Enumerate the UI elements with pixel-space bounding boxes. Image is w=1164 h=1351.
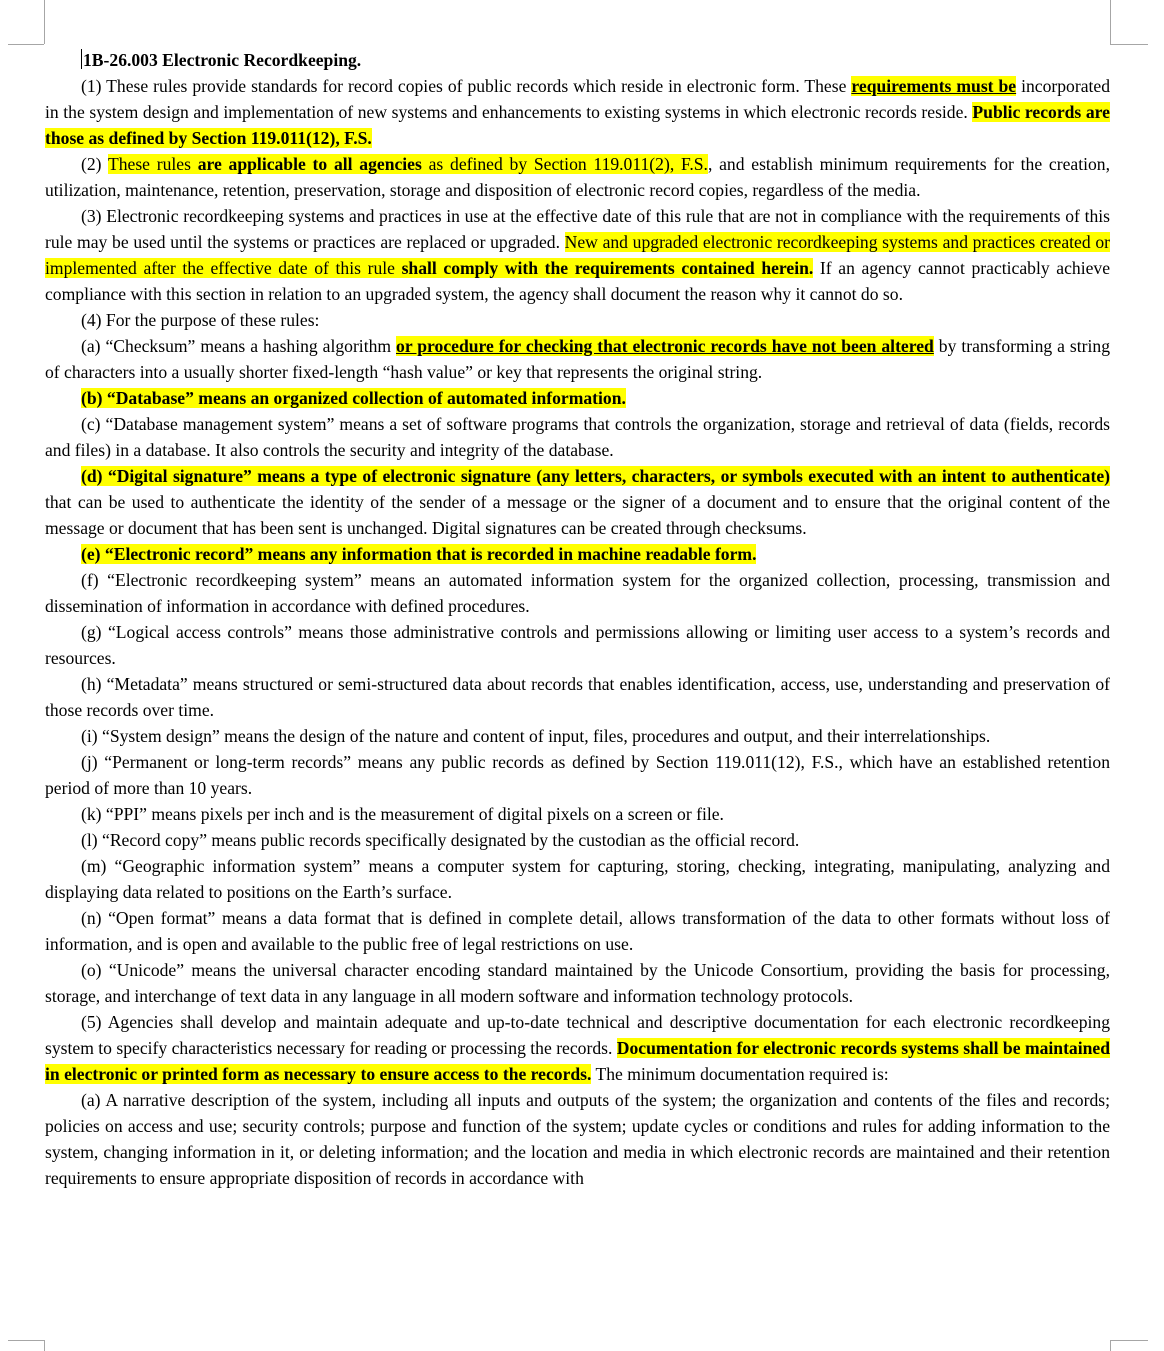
text-run: (5) Agencies shall develop and maintain adequate and up-to-date technical and descriptive documentation for each electronic recordkeeping system to specify characteristics necessary for reading or processing the records. [45, 1012, 1110, 1058]
paragraph-p4n [45, 905, 1110, 957]
text-run: by transforming a string of characters into a usually shorter fixed-length “hash value” or key that represents the original string. [45, 336, 1110, 382]
text-run: (c) “Database management system” means a set of software programs that controls the organization, storage and retrieval of data (fields, records and files) in a database. It also controls the security and integrity of the database. [45, 414, 1110, 460]
highlighted-text: requirements must be [851, 76, 1017, 96]
highlighted-text: (d) “Digital signature” means a type of electronic signature (any letters, characters, or symbols executed with an intent to authenticate) [81, 466, 1110, 486]
crop-mark-top-left [8, 44, 44, 45]
paragraph-p4k [45, 801, 1110, 827]
text-run: (h) “Metadata” means structured or semi-structured data about records that enables identification, access, use, understanding and preservation of those records over time. [45, 674, 1110, 720]
paragraph-p4c [45, 411, 1110, 463]
paragraph-list [45, 73, 1110, 1191]
highlighted-text: Public records are those as defined by Section 119.011(12), F.S. [45, 102, 1110, 148]
highlighted-text: shall comply with the requirements contained herein. [401, 258, 814, 278]
text-run: (l) “Record copy” means public records specifically designated by the custodian as the official record. [81, 830, 800, 850]
section-heading-text: 1B-26.003 Electronic Recordkeeping. [83, 50, 362, 70]
paragraph-p4b [45, 385, 1110, 411]
crop-mark-bottom-right [1110, 1340, 1111, 1351]
document-body[interactable] [45, 47, 1110, 1191]
paragraph-p4d [45, 463, 1110, 541]
text-run: , and establish minimum requirements for the creation, utilization, maintenance, retention, preservation, storage and disposition of electronic record copies, regardless of the media. [45, 154, 1110, 200]
text-run: (f) “Electronic recordkeeping system” means an automated information system for the organized collection, processing, transmission and dissemination of information in accordance with defined procedures. [45, 570, 1110, 616]
text-cursor [81, 49, 82, 69]
highlighted-text: as defined by Section 119.011(2), F.S. [421, 154, 708, 174]
highlighted-text: are applicable to all agencies [197, 154, 422, 174]
paragraph-p4e [45, 541, 1110, 567]
paragraph-p4h [45, 671, 1110, 723]
paragraph-p4g [45, 619, 1110, 671]
highlighted-text: These rules [107, 154, 198, 174]
text-run: (o) “Unicode” means the universal character encoding standard maintained by the Unicode Consortium, providing the basis for processing, storage, and interchange of text data in any language in all modern software and information technology protocols. [45, 960, 1110, 1006]
crop-mark-bottom-right [1110, 1340, 1148, 1341]
text-run: that can be used to authenticate the identity of the sender of a message or the signer of a document and to ensure that the original content of the message or document that has been sent is unchanged. Digital signatures can be created through checksums. [45, 492, 1110, 538]
paragraph-p4l [45, 827, 1110, 853]
text-run: (n) “Open format” means a data format that is defined in complete detail, allows transformation of the data to other formats without loss of information, and is open and available to the public free of legal restrictions on use. [45, 908, 1110, 954]
paragraph-p5 [45, 1009, 1110, 1087]
crop-mark-bottom-left [8, 1340, 44, 1341]
text-run: (1) These rules provide standards for record copies of public records which reside in electronic form. These [81, 76, 852, 96]
highlighted-text: (e) “Electronic record” means any information that is recorded in machine readable form. [81, 544, 757, 564]
paragraph-p3 [45, 203, 1110, 307]
highlighted-text: New and upgraded electronic recordkeeping systems and practices created or implemented after the effective date of this rule [45, 232, 1111, 278]
text-run: (k) “PPI” means pixels per inch and is the measurement of digital pixels on a screen or file. [81, 804, 724, 824]
paragraph-p2 [45, 151, 1110, 203]
text-run: The minimum documentation required is: [591, 1064, 889, 1084]
paragraph-p5a [45, 1087, 1110, 1191]
section-heading [45, 47, 1110, 73]
crop-mark-top-left [44, 0, 45, 44]
crop-mark-bottom-left [44, 1340, 45, 1351]
highlighted-text: or procedure for checking that electronic records have not been altered [396, 336, 934, 356]
text-run: (3) Electronic recordkeeping systems and practices in use at the effective date of this rule that are not in compliance with the requirements of this rule may be used until the systems or practices are replaced or upgraded. [45, 206, 1110, 252]
crop-mark-top-right [1110, 0, 1111, 44]
text-run: (a) “Checksum” means a hashing algorithm [81, 336, 397, 356]
paragraph-p4i [45, 723, 1110, 749]
paragraph-p4j [45, 749, 1110, 801]
text-run: (4) For the purpose of these rules: [81, 310, 320, 330]
highlighted-text: (b) “Database” means an organized collection of automated information. [81, 388, 626, 408]
text-run: (g) “Logical access controls” means those administrative controls and permissions allowing or limiting user access to a system’s records and resources. [45, 622, 1110, 668]
paragraph-p4 [45, 307, 1110, 333]
paragraph-p4f [45, 567, 1110, 619]
highlighted-text: Documentation for electronic records systems shall be maintained in electronic or printed form as necessary to ensure access to the records. [45, 1038, 1110, 1084]
text-run: (a) A narrative description of the system, including all inputs and outputs of the system; the organization and contents of the files and records; policies on access and use; security controls; purpose and function of the system; update cycles or conditions and rules for adding information to the system, changing information in it, or deleting information; and the location and media in which electronic records are maintained and their retention requirements to ensure appropriate disposition of records in accordance with [45, 1090, 1110, 1188]
crop-mark-top-right [1110, 44, 1148, 45]
paragraph-p1 [45, 73, 1110, 151]
paragraph-p4o [45, 957, 1110, 1009]
text-run: (m) “Geographic information system” means a computer system for capturing, storing, checking, integrating, manipulating, analyzing and displaying data related to positions on the Earth’s surface. [45, 856, 1110, 902]
text-run: If an agency cannot practicably achieve compliance with this section in relation to an upgraded system, the agency shall document the reason why it cannot do so. [45, 258, 1110, 304]
text-run: incorporated in the system design and implementation of new systems and enhancements to existing systems in which electronic records reside. [45, 76, 1110, 122]
text-run: (j) “Permanent or long-term records” means any public records as defined by Section 119.011(12), F.S., which have an established retention period of more than 10 years. [45, 752, 1110, 798]
paragraph-p4m [45, 853, 1110, 905]
text-run: (i) “System design” means the design of the nature and content of input, files, procedures and output, and their interrelationships. [81, 726, 991, 746]
paragraph-p4a [45, 333, 1110, 385]
text-run: (2) [81, 154, 108, 174]
